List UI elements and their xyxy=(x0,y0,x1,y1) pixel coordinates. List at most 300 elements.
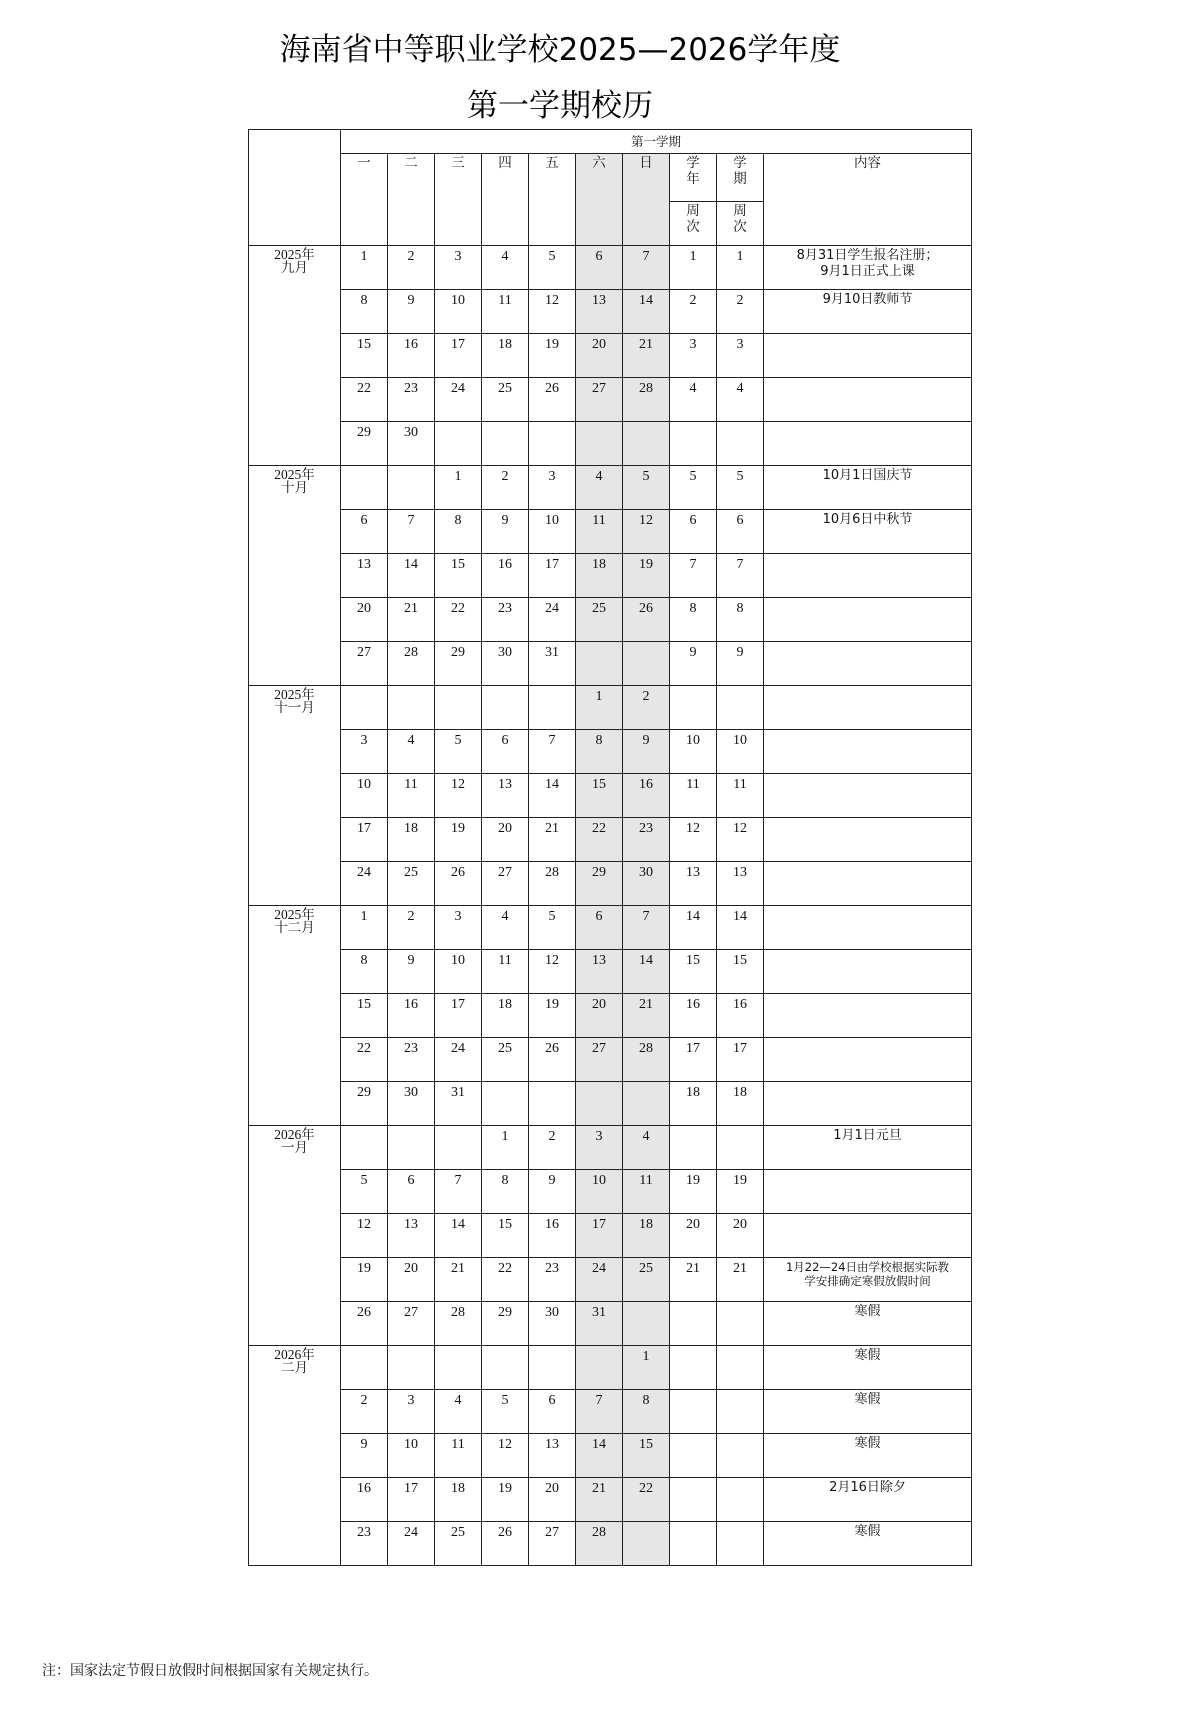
day-cell xyxy=(529,686,576,730)
content-note: 1月1日元旦 xyxy=(764,1126,972,1170)
day-cell: 27 xyxy=(482,862,529,906)
day-cell: 3 xyxy=(341,730,388,774)
term-week-number: 17 xyxy=(717,1038,764,1082)
day-cell: 12 xyxy=(529,950,576,994)
year-week-number: 16 xyxy=(670,994,717,1038)
content-note xyxy=(764,774,972,818)
term-week-number xyxy=(717,686,764,730)
month-label: 2025年 十一月 xyxy=(249,686,341,906)
day-cell: 12 xyxy=(341,1214,388,1258)
term-week-number xyxy=(717,1346,764,1390)
day-cell: 10 xyxy=(529,510,576,554)
day-cell: 13 xyxy=(482,774,529,818)
day-cell: 9 xyxy=(529,1170,576,1214)
day-cell xyxy=(435,1346,482,1390)
week-row xyxy=(249,642,972,686)
content-note: 10月6日中秋节 xyxy=(764,510,972,554)
day-cell: 26 xyxy=(341,1302,388,1346)
day-cell: 16 xyxy=(623,774,670,818)
week-row xyxy=(249,422,972,466)
content-note: 寒假 xyxy=(764,1434,972,1478)
week-row xyxy=(249,1258,972,1302)
day-cell: 20 xyxy=(482,818,529,862)
term-week-number: 4 xyxy=(717,378,764,422)
day-cell: 4 xyxy=(435,1390,482,1434)
day-cell: 6 xyxy=(529,1390,576,1434)
year-week-number xyxy=(670,1522,717,1566)
day-cell xyxy=(482,686,529,730)
term-week-number: 7 xyxy=(717,554,764,598)
content-note: 10月1日国庆节 xyxy=(764,466,972,510)
day-cell: 29 xyxy=(482,1302,529,1346)
day-cell xyxy=(623,642,670,686)
day-cell: 10 xyxy=(435,950,482,994)
day-cell: 28 xyxy=(529,862,576,906)
day-cell xyxy=(623,1302,670,1346)
day-cell xyxy=(529,422,576,466)
week-row xyxy=(249,334,972,378)
day-cell: 3 xyxy=(529,466,576,510)
footnote: 注：国家法定节假日放假时间根据国家有关规定执行。 xyxy=(42,1663,378,1679)
day-cell: 14 xyxy=(576,1434,623,1478)
year-week-number: 14 xyxy=(670,906,717,950)
day-cell: 24 xyxy=(435,1038,482,1082)
day-cell xyxy=(576,642,623,686)
year-week-number: 7 xyxy=(670,554,717,598)
term-week-number: 20 xyxy=(717,1214,764,1258)
day-cell: 23 xyxy=(529,1258,576,1302)
day-cell: 30 xyxy=(388,422,435,466)
day-cell: 13 xyxy=(388,1214,435,1258)
day-cell: 21 xyxy=(529,818,576,862)
day-cell: 15 xyxy=(482,1214,529,1258)
day-cell: 11 xyxy=(623,1170,670,1214)
day-cell: 18 xyxy=(576,554,623,598)
term-week-number: 3 xyxy=(717,334,764,378)
day-cell: 17 xyxy=(576,1214,623,1258)
day-cell: 4 xyxy=(482,906,529,950)
term-week-number: 6 xyxy=(717,510,764,554)
week-row xyxy=(249,1478,972,1522)
term-week-number xyxy=(717,1478,764,1522)
day-cell: 28 xyxy=(623,378,670,422)
day-cell xyxy=(388,1346,435,1390)
content-note xyxy=(764,642,972,686)
year-week-number: 19 xyxy=(670,1170,717,1214)
day-cell: 2 xyxy=(482,466,529,510)
day-cell: 22 xyxy=(341,378,388,422)
day-cell: 31 xyxy=(529,642,576,686)
day-cell: 4 xyxy=(388,730,435,774)
day-cell: 4 xyxy=(482,246,529,290)
content-note xyxy=(764,862,972,906)
day-cell: 26 xyxy=(482,1522,529,1566)
year-week-number: 11 xyxy=(670,774,717,818)
day-cell: 12 xyxy=(529,290,576,334)
day-cell: 6 xyxy=(576,906,623,950)
day-cell: 30 xyxy=(482,642,529,686)
week-row xyxy=(249,774,972,818)
term-week-header-label: 学 期 xyxy=(733,155,747,187)
year-week-number: 20 xyxy=(670,1214,717,1258)
day-cell: 10 xyxy=(341,774,388,818)
day-cell: 15 xyxy=(623,1434,670,1478)
day-cell: 7 xyxy=(435,1170,482,1214)
day-cell: 30 xyxy=(623,862,670,906)
day-cell: 17 xyxy=(435,334,482,378)
weekday-header: 一 xyxy=(341,154,388,246)
day-cell: 27 xyxy=(576,1038,623,1082)
day-cell: 18 xyxy=(388,818,435,862)
day-cell xyxy=(388,466,435,510)
day-cell: 2 xyxy=(341,1390,388,1434)
term-week-number: 2 xyxy=(717,290,764,334)
term-week-number: 19 xyxy=(717,1170,764,1214)
term-week-sub-header xyxy=(717,202,764,246)
day-cell: 29 xyxy=(341,1082,388,1126)
content-note xyxy=(764,554,972,598)
year-week-number: 6 xyxy=(670,510,717,554)
content-note: 2月16日除夕 xyxy=(764,1478,972,1522)
day-cell: 4 xyxy=(576,466,623,510)
week-row xyxy=(249,378,972,422)
week-row xyxy=(249,1390,972,1434)
day-cell: 19 xyxy=(435,818,482,862)
day-cell xyxy=(482,1082,529,1126)
day-cell: 20 xyxy=(341,598,388,642)
content-note xyxy=(764,334,972,378)
content-note xyxy=(764,1214,972,1258)
term-week-number: 10 xyxy=(717,730,764,774)
semester-header: 第一学期 xyxy=(341,130,972,154)
day-cell xyxy=(341,1126,388,1170)
day-cell: 12 xyxy=(623,510,670,554)
week-row xyxy=(249,862,972,906)
day-cell: 6 xyxy=(482,730,529,774)
week-row xyxy=(249,818,972,862)
day-cell: 23 xyxy=(341,1522,388,1566)
day-cell: 10 xyxy=(576,1170,623,1214)
day-cell: 11 xyxy=(576,510,623,554)
day-cell: 13 xyxy=(529,1434,576,1478)
content-note xyxy=(764,1170,972,1214)
day-cell: 10 xyxy=(435,290,482,334)
content-note xyxy=(764,1082,972,1126)
day-cell xyxy=(529,1346,576,1390)
content-note xyxy=(764,950,972,994)
year-week-number: 3 xyxy=(670,334,717,378)
day-cell: 18 xyxy=(482,334,529,378)
day-cell: 9 xyxy=(388,950,435,994)
day-cell: 22 xyxy=(435,598,482,642)
day-cell xyxy=(341,1346,388,1390)
day-cell: 11 xyxy=(482,950,529,994)
day-cell: 12 xyxy=(435,774,482,818)
day-cell: 3 xyxy=(435,246,482,290)
week-row xyxy=(249,510,972,554)
day-cell: 25 xyxy=(435,1522,482,1566)
week-row xyxy=(249,246,972,290)
year-week-header xyxy=(670,154,717,202)
day-cell: 26 xyxy=(529,378,576,422)
day-cell: 18 xyxy=(435,1478,482,1522)
day-cell: 23 xyxy=(482,598,529,642)
day-cell: 26 xyxy=(529,1038,576,1082)
term-week-number xyxy=(717,1302,764,1346)
week-row xyxy=(249,1346,972,1390)
day-cell: 27 xyxy=(341,642,388,686)
day-cell: 30 xyxy=(529,1302,576,1346)
year-week-number: 10 xyxy=(670,730,717,774)
day-cell: 5 xyxy=(482,1390,529,1434)
day-cell: 6 xyxy=(576,246,623,290)
year-week-number: 13 xyxy=(670,862,717,906)
day-cell: 5 xyxy=(341,1170,388,1214)
year-week-number xyxy=(670,1126,717,1170)
content-note xyxy=(764,598,972,642)
day-cell: 1 xyxy=(576,686,623,730)
day-cell xyxy=(482,1346,529,1390)
content-note xyxy=(764,378,972,422)
day-cell: 20 xyxy=(576,334,623,378)
day-cell: 7 xyxy=(529,730,576,774)
week-row xyxy=(249,554,972,598)
week-row xyxy=(249,994,972,1038)
day-cell: 8 xyxy=(623,1390,670,1434)
day-cell: 29 xyxy=(341,422,388,466)
year-week-sub-label: 周 次 xyxy=(686,203,700,235)
day-cell: 1 xyxy=(623,1346,670,1390)
day-cell: 22 xyxy=(623,1478,670,1522)
day-cell: 8 xyxy=(341,950,388,994)
day-cell: 6 xyxy=(388,1170,435,1214)
year-week-number: 8 xyxy=(670,598,717,642)
week-row xyxy=(249,1214,972,1258)
day-cell: 8 xyxy=(341,290,388,334)
year-week-number: 21 xyxy=(670,1258,717,1302)
year-week-number xyxy=(670,1434,717,1478)
term-week-number: 12 xyxy=(717,818,764,862)
content-header: 内容 xyxy=(764,154,972,246)
term-week-number: 8 xyxy=(717,598,764,642)
week-row xyxy=(249,1302,972,1346)
day-cell: 26 xyxy=(623,598,670,642)
day-cell: 8 xyxy=(576,730,623,774)
day-cell: 2 xyxy=(529,1126,576,1170)
day-cell: 24 xyxy=(388,1522,435,1566)
year-week-number: 9 xyxy=(670,642,717,686)
day-cell: 13 xyxy=(576,290,623,334)
term-week-number: 1 xyxy=(717,246,764,290)
day-cell: 28 xyxy=(435,1302,482,1346)
month-label: 2025年 九月 xyxy=(249,246,341,466)
week-row xyxy=(249,1170,972,1214)
content-note xyxy=(764,730,972,774)
day-cell: 28 xyxy=(623,1038,670,1082)
year-week-number xyxy=(670,422,717,466)
day-cell: 1 xyxy=(435,466,482,510)
year-week-number: 18 xyxy=(670,1082,717,1126)
day-cell: 23 xyxy=(388,378,435,422)
day-cell xyxy=(623,1082,670,1126)
month-label: 2026年 一月 xyxy=(249,1126,341,1346)
day-cell: 9 xyxy=(623,730,670,774)
year-week-number xyxy=(670,1478,717,1522)
day-cell xyxy=(388,686,435,730)
day-cell xyxy=(388,1126,435,1170)
day-cell: 10 xyxy=(388,1434,435,1478)
week-row xyxy=(249,466,972,510)
content-note: 寒假 xyxy=(764,1302,972,1346)
term-week-number: 14 xyxy=(717,906,764,950)
day-cell: 31 xyxy=(435,1082,482,1126)
day-cell: 17 xyxy=(388,1478,435,1522)
day-cell: 5 xyxy=(623,466,670,510)
document-subtitle: 第一学期校历 xyxy=(467,88,653,124)
year-week-number: 1 xyxy=(670,246,717,290)
term-week-number: 11 xyxy=(717,774,764,818)
corner-cell xyxy=(249,130,341,246)
day-cell: 15 xyxy=(435,554,482,598)
year-week-number xyxy=(670,686,717,730)
week-row xyxy=(249,1522,972,1566)
day-cell: 16 xyxy=(388,994,435,1038)
day-cell: 23 xyxy=(623,818,670,862)
year-week-number xyxy=(670,1390,717,1434)
day-cell: 17 xyxy=(529,554,576,598)
day-cell: 6 xyxy=(341,510,388,554)
weekday-header: 五 xyxy=(529,154,576,246)
day-cell: 24 xyxy=(529,598,576,642)
weekday-header: 六 xyxy=(576,154,623,246)
term-week-sub-label: 周 次 xyxy=(733,203,747,235)
day-cell: 12 xyxy=(482,1434,529,1478)
week-row xyxy=(249,1082,972,1126)
year-week-number: 12 xyxy=(670,818,717,862)
day-cell: 5 xyxy=(529,906,576,950)
month-label: 2025年 十二月 xyxy=(249,906,341,1126)
day-cell: 1 xyxy=(341,906,388,950)
year-week-number: 2 xyxy=(670,290,717,334)
week-row xyxy=(249,598,972,642)
day-cell: 19 xyxy=(341,1258,388,1302)
day-cell: 14 xyxy=(623,290,670,334)
day-cell: 25 xyxy=(576,598,623,642)
day-cell xyxy=(529,1082,576,1126)
day-cell: 16 xyxy=(388,334,435,378)
day-cell: 31 xyxy=(576,1302,623,1346)
day-cell: 7 xyxy=(623,906,670,950)
day-cell: 29 xyxy=(435,642,482,686)
day-cell: 22 xyxy=(341,1038,388,1082)
day-cell: 3 xyxy=(435,906,482,950)
term-week-header xyxy=(717,154,764,202)
school-calendar-table xyxy=(248,129,972,1566)
weekday-header: 三 xyxy=(435,154,482,246)
day-cell: 19 xyxy=(529,334,576,378)
term-week-number: 5 xyxy=(717,466,764,510)
day-cell xyxy=(576,1082,623,1126)
day-cell: 9 xyxy=(341,1434,388,1478)
day-cell: 3 xyxy=(576,1126,623,1170)
day-cell: 24 xyxy=(576,1258,623,1302)
day-cell: 5 xyxy=(529,246,576,290)
term-week-number xyxy=(717,1126,764,1170)
year-week-sub-header xyxy=(670,202,717,246)
term-week-number xyxy=(717,1522,764,1566)
year-week-number xyxy=(670,1302,717,1346)
day-cell: 22 xyxy=(482,1258,529,1302)
day-cell: 14 xyxy=(388,554,435,598)
term-week-number: 21 xyxy=(717,1258,764,1302)
week-row xyxy=(249,686,972,730)
day-cell: 14 xyxy=(435,1214,482,1258)
document-title: 海南省中等职业学校2025—2026学年度 xyxy=(279,32,841,68)
day-cell: 21 xyxy=(623,994,670,1038)
content-note xyxy=(764,906,972,950)
day-cell: 18 xyxy=(623,1214,670,1258)
term-week-number: 15 xyxy=(717,950,764,994)
day-cell: 2 xyxy=(388,246,435,290)
day-cell: 17 xyxy=(435,994,482,1038)
day-cell: 13 xyxy=(576,950,623,994)
day-cell xyxy=(576,1346,623,1390)
day-cell xyxy=(576,422,623,466)
day-cell: 8 xyxy=(482,1170,529,1214)
day-cell: 2 xyxy=(623,686,670,730)
content-note: 8月31日学生报名注册； 9月1日正式上课 xyxy=(764,246,972,290)
content-note xyxy=(764,818,972,862)
term-week-number: 16 xyxy=(717,994,764,1038)
week-row xyxy=(249,1038,972,1082)
month-label: 2026年 二月 xyxy=(249,1346,341,1566)
day-cell: 11 xyxy=(482,290,529,334)
term-week-number xyxy=(717,1390,764,1434)
day-cell xyxy=(435,422,482,466)
day-cell: 3 xyxy=(388,1390,435,1434)
day-cell: 24 xyxy=(435,378,482,422)
weekday-header: 日 xyxy=(623,154,670,246)
term-week-number xyxy=(717,1434,764,1478)
year-week-number xyxy=(670,1346,717,1390)
content-note xyxy=(764,994,972,1038)
day-cell: 4 xyxy=(623,1126,670,1170)
week-row xyxy=(249,730,972,774)
content-note: 寒假 xyxy=(764,1390,972,1434)
day-cell: 19 xyxy=(482,1478,529,1522)
day-cell: 27 xyxy=(576,378,623,422)
week-row xyxy=(249,906,972,950)
day-cell: 26 xyxy=(435,862,482,906)
day-cell: 20 xyxy=(388,1258,435,1302)
content-note xyxy=(764,422,972,466)
week-row xyxy=(249,1126,972,1170)
day-cell: 19 xyxy=(529,994,576,1038)
day-cell: 15 xyxy=(576,774,623,818)
day-cell: 20 xyxy=(576,994,623,1038)
day-cell: 24 xyxy=(341,862,388,906)
weekday-header: 四 xyxy=(482,154,529,246)
day-cell xyxy=(482,422,529,466)
day-cell: 16 xyxy=(341,1478,388,1522)
year-week-number: 4 xyxy=(670,378,717,422)
day-cell: 30 xyxy=(388,1082,435,1126)
term-week-number: 18 xyxy=(717,1082,764,1126)
day-cell: 21 xyxy=(576,1478,623,1522)
day-cell xyxy=(435,686,482,730)
term-week-number xyxy=(717,422,764,466)
content-note: 寒假 xyxy=(764,1522,972,1566)
